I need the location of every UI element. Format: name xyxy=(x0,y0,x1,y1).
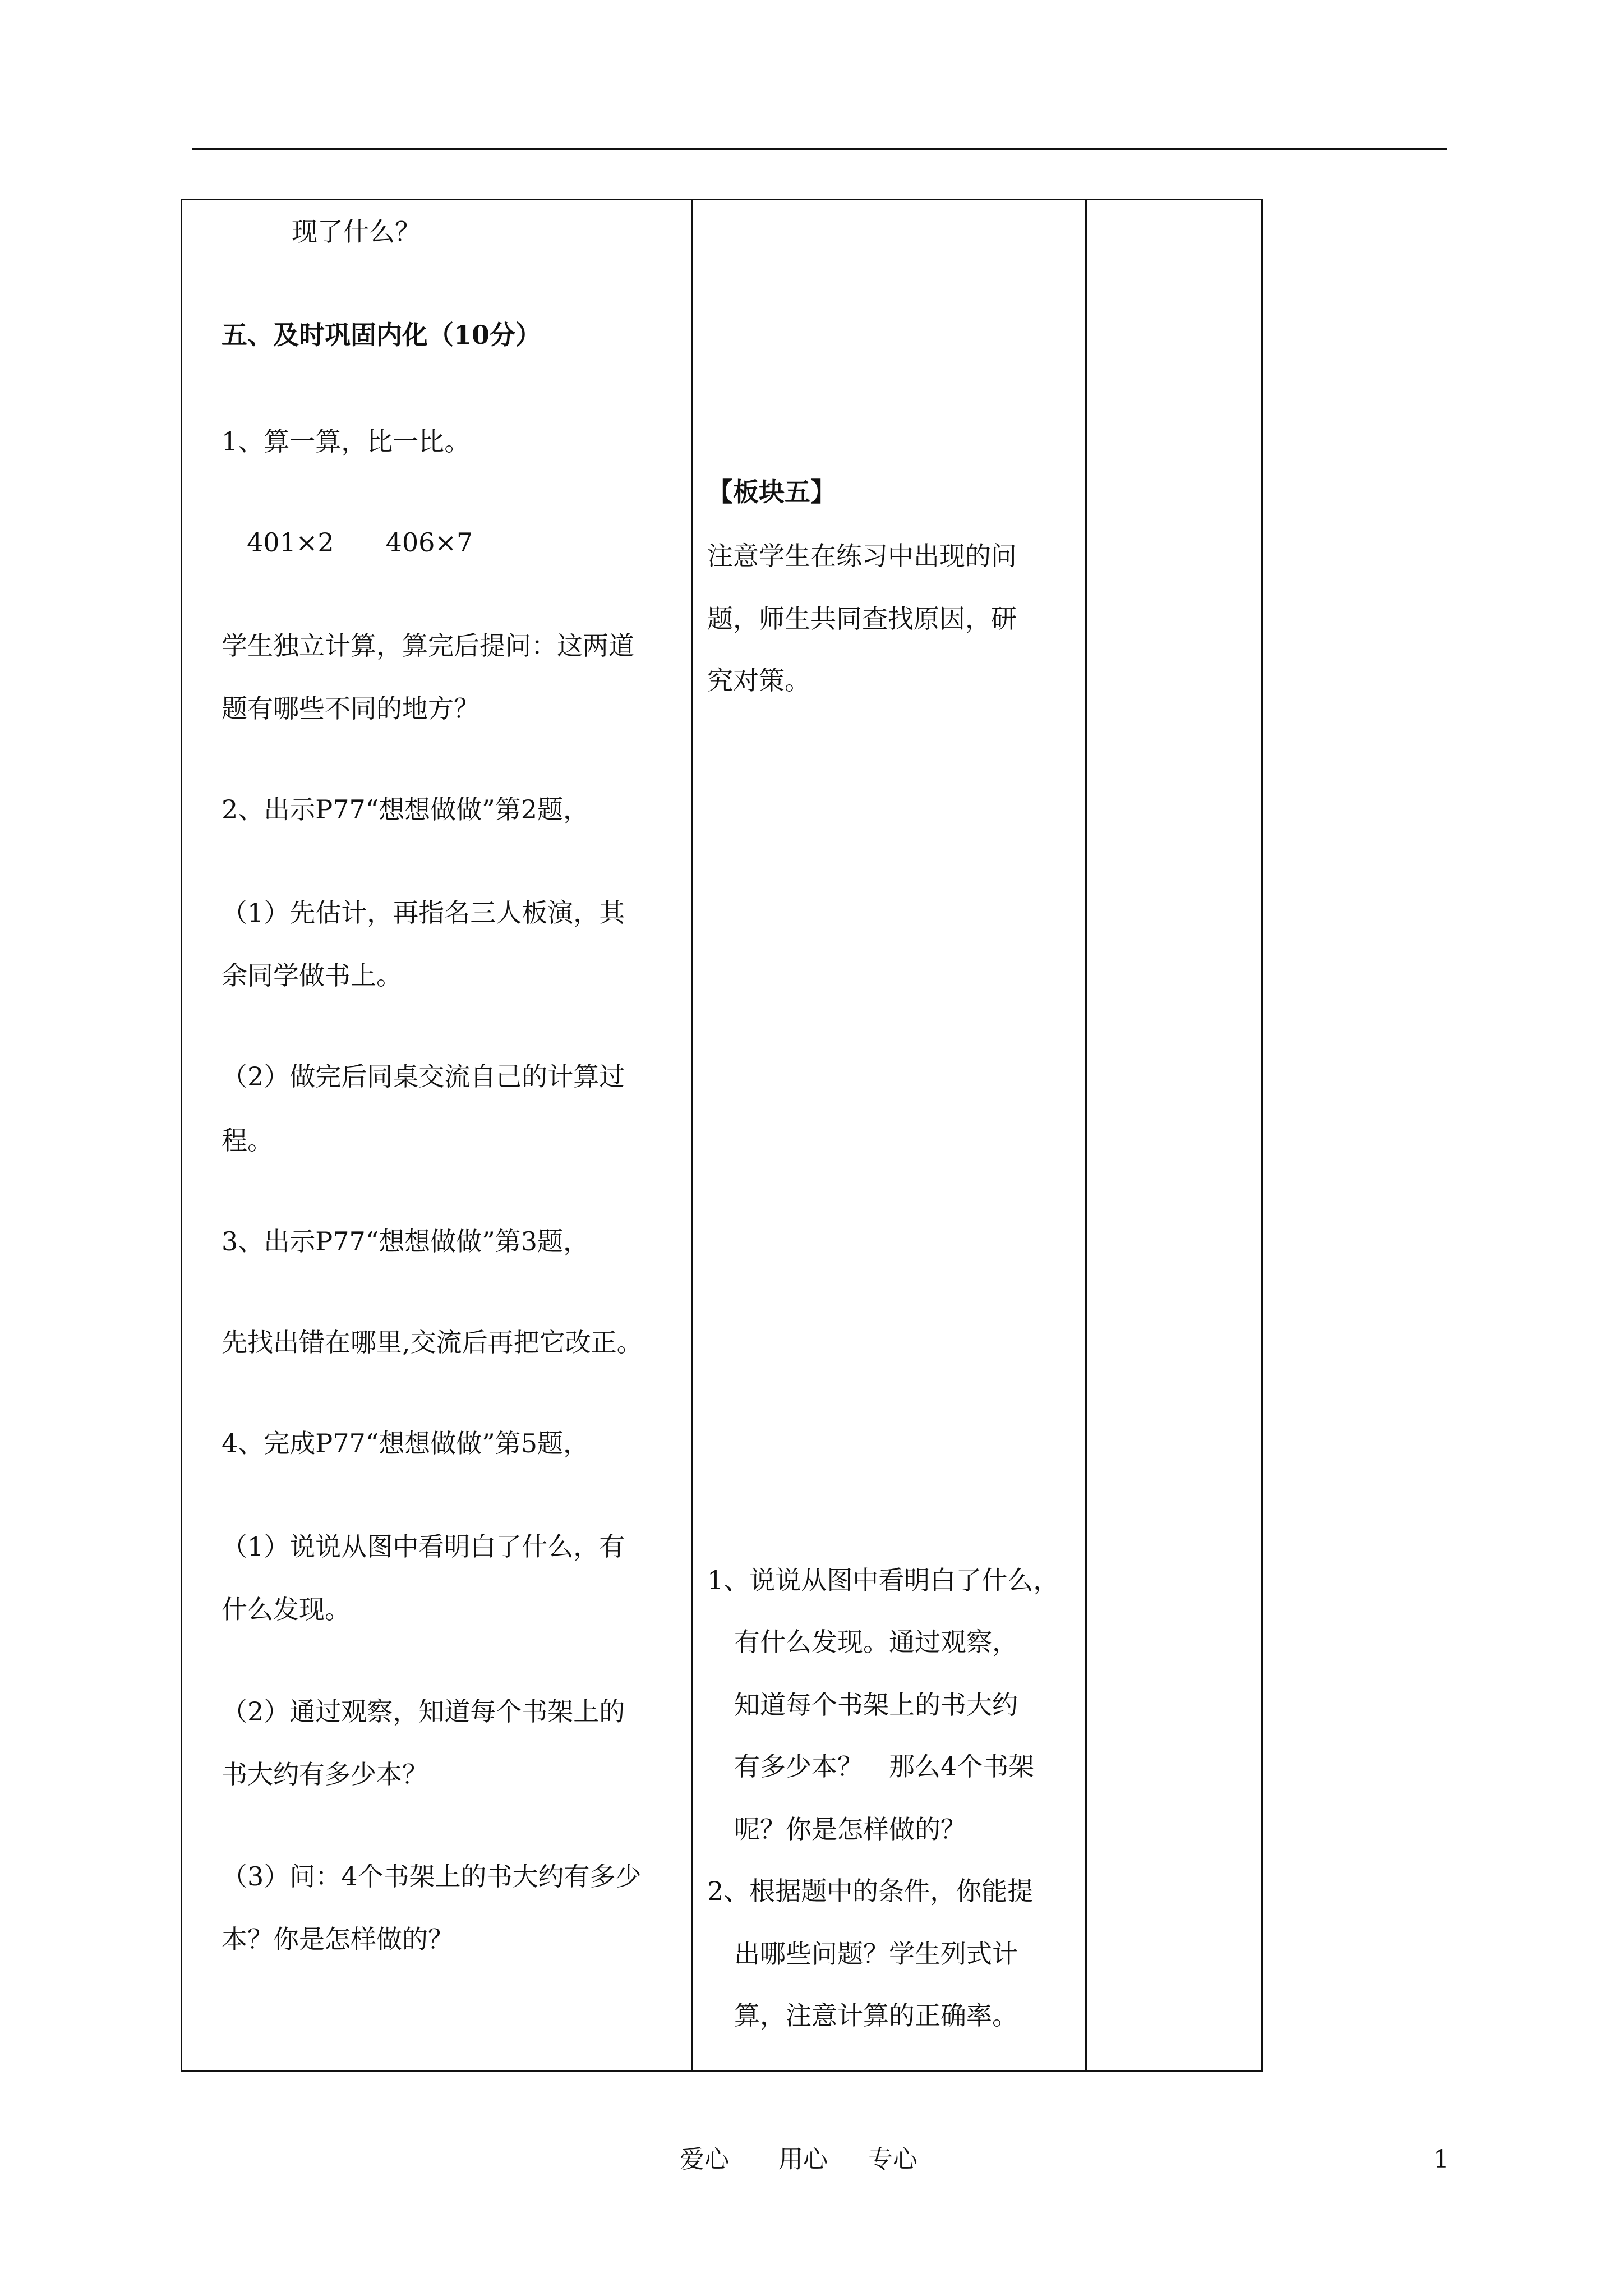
footer-text: 专心 xyxy=(868,2145,917,2174)
text-line: 书大约有多少本？ xyxy=(222,1759,428,1789)
text-line: 题，师生共同查找原因，研 xyxy=(707,604,1017,634)
text-line: 算，注意计算的正确率。 xyxy=(734,2000,1018,2031)
text-line: 题有哪些不同的地方？ xyxy=(222,693,479,724)
text-line: 有什么发现。通过观察， xyxy=(734,1627,1018,1657)
text-line: 4、完成P77“想想做做”第5题， xyxy=(222,1428,589,1458)
text-line: （2）做完后同桌交流自己的计算过 xyxy=(222,1061,625,1092)
text-line: 先找出错在哪里,交流后再把它改正。 xyxy=(222,1327,643,1358)
text-line: （3）问：4个书架上的书大约有多少 xyxy=(222,1861,642,1892)
column-divider xyxy=(691,200,693,2070)
text-line: 知道每个书架上的书大约 xyxy=(734,1690,1018,1720)
text-line: 2、出示P77“想想做做”第2题， xyxy=(222,794,589,825)
text-line: （2）通过观察，知道每个书架上的 xyxy=(222,1696,625,1727)
text-line: 出哪些问题？学生列式计 xyxy=(734,1939,1018,1969)
header-rule xyxy=(192,148,1447,150)
text-line: 现了什么？ xyxy=(292,217,421,247)
text-line: 2、根据题中的条件，你能提 xyxy=(707,1876,1034,1906)
text-line: 有多少本？ 那么4个书架 xyxy=(734,1751,1035,1782)
text-line: （1）说说从图中看明白了什么，有 xyxy=(222,1531,625,1562)
page-number: 1 xyxy=(1433,2145,1449,2174)
text-line: （1）先估计，再指名三人板演，其 xyxy=(222,898,625,928)
footer-text: 爱心 xyxy=(680,2145,729,2174)
text-line: 学生独立计算，算完后提问：这两道 xyxy=(222,631,634,661)
block-heading: 【板块五】 xyxy=(707,477,836,507)
footer-text: 用心 xyxy=(778,2145,828,2174)
text-line: 余同学做书上。 xyxy=(222,960,402,991)
column-divider xyxy=(1085,200,1087,2070)
text-line: 本？你是怎样做的？ xyxy=(222,1924,454,1954)
text-line: 3、出示P77“想想做做”第3题， xyxy=(222,1226,589,1257)
text-line: 1、说说从图中看明白了什么， xyxy=(707,1565,1059,1595)
section-heading: 五、及时巩固内化（10分） xyxy=(222,320,542,350)
text-line: 什么发现。 xyxy=(222,1594,351,1625)
text-line: 呢？你是怎样做的？ xyxy=(734,1814,966,1844)
lesson-table xyxy=(181,199,1263,2072)
text-line: 程。 xyxy=(222,1125,273,1156)
text-line: 注意学生在练习中出现的问 xyxy=(707,541,1017,571)
text-line: 究对策。 xyxy=(707,665,810,696)
text-line: 1、算一算，比一比。 xyxy=(222,426,471,457)
math-expression: 401×2 406×7 xyxy=(247,527,473,558)
